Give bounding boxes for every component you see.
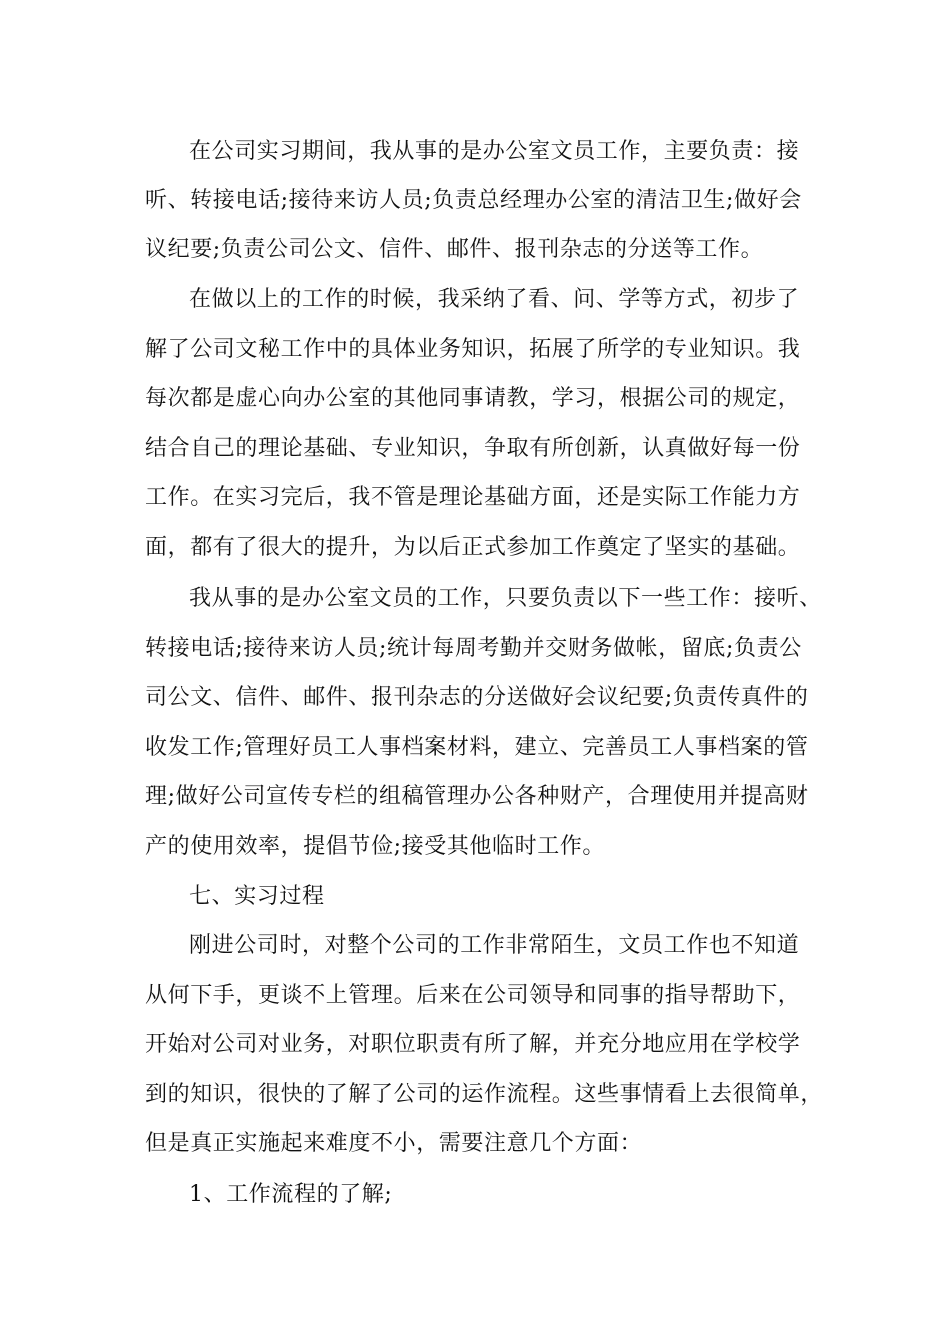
text-line: 产的使用效率，提倡节俭;接受其他临时工作。	[145, 834, 606, 859]
text-line: 从何下手，更谈不上管理。后来在公司领导和同事的指导帮助下，	[145, 983, 801, 1008]
text-line: 议纪要;负责公司公文、信件、邮件、报刊杂志的分送等工作。	[145, 237, 764, 262]
text-line: 工作。在实习完后，我不管是理论基础方面，还是实际工作能力方	[145, 485, 801, 510]
text-line: 开始对公司对业务，对职位职责有所了解，并充分地应用在学校学	[145, 1032, 801, 1057]
text-line: 面，都有了很大的提升，为以后正式参加工作奠定了坚实的基础。	[145, 535, 801, 560]
text-line: 司公文、信件、邮件、报刊杂志的分送做好会议纪要;负责传真件的	[145, 685, 809, 710]
section-heading: 七、实习过程	[189, 884, 325, 909]
text-line: 到的知识，很快的了解了公司的运作流程。这些事情看上去很简单，	[145, 1082, 824, 1107]
text-line: 在做以上的工作的时候，我采纳了看、问、学等方式，初步了	[189, 287, 800, 312]
text-line: 刚进公司时，对整个公司的工作非常陌生，文员工作也不知道	[189, 933, 800, 958]
text-line: 但是真正实施起来难度不小，需要注意几个方面：	[145, 1131, 643, 1156]
text-line: 收发工作;管理好员工人事档案材料，建立、完善员工人事档案的管	[145, 735, 809, 760]
text-line: 我从事的是办公室文员的工作，只要负责以下一些工作：接听、	[189, 586, 822, 611]
text-line: 转接电话;接待来访人员;统计每周考勤并交财务做帐，留底;负责公	[145, 636, 802, 661]
list-item: 1、工作流程的了解;	[189, 1182, 393, 1207]
text-line: 每次都是虚心向办公室的其他同事请教，学习，根据公司的规定，	[145, 386, 801, 411]
text-line: 在公司实习期间，我从事的是办公室文员工作，主要负责：接	[189, 139, 800, 164]
text-line: 听、转接电话;接待来访人员;负责总经理办公室的清洁卫生;做好会	[145, 188, 802, 213]
text-line: 解了公司文秘工作中的具体业务知识，拓展了所学的专业知识。我	[145, 337, 801, 362]
text-line: 结合自己的理论基础、专业知识，争取有所创新，认真做好每一份	[145, 436, 801, 461]
text-line: 理;做好公司宣传专栏的组稿管理办公各种财产，合理使用并提高财	[145, 784, 809, 809]
